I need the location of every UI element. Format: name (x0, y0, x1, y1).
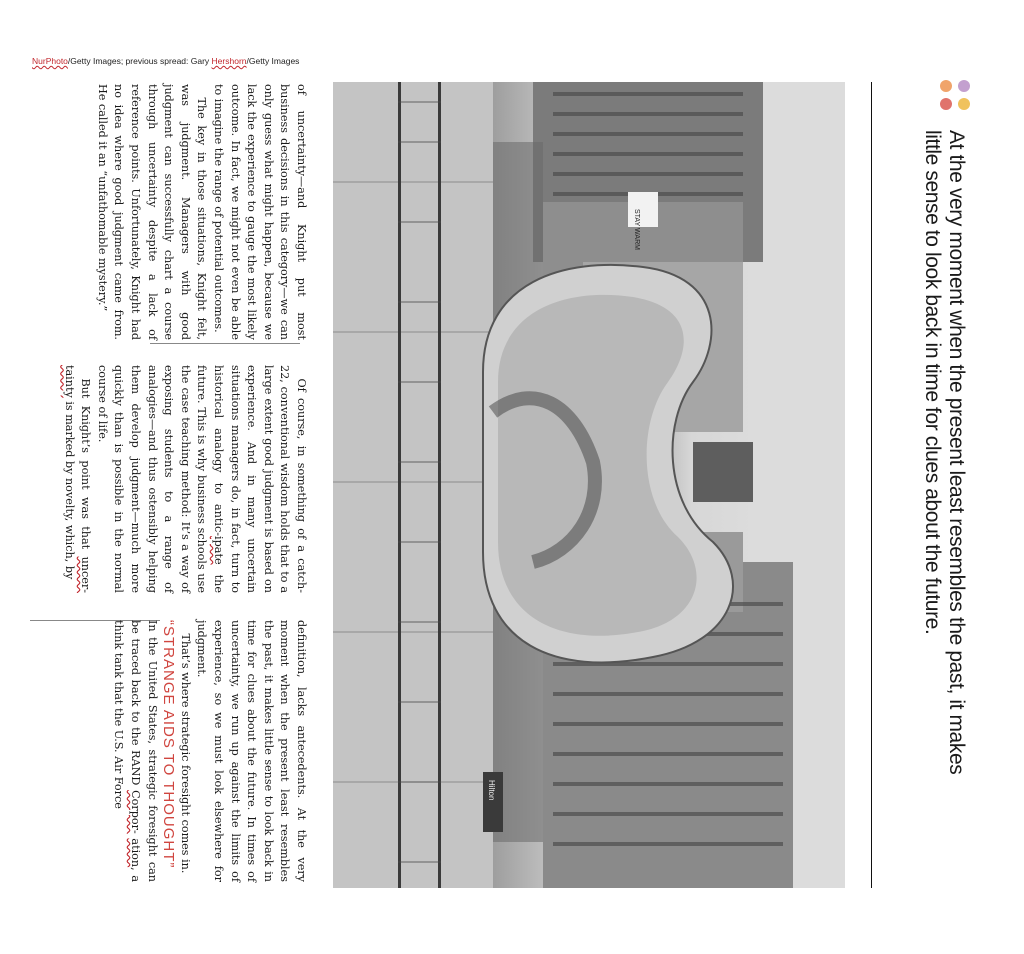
col3-p3-text-c: ation (129, 838, 143, 868)
dot-orange (940, 80, 952, 92)
col2-p1-text-c: the future. This is why business schools use the case teaching method: It’s a way of exposing students to a range of analogies—and thus ostensibly helping them develop judgment—much more quickly than is possible in the normal course of life. (95, 365, 226, 593)
col3-paragraph-1: definition, lacks antecedents. At the very moment when the present least resembles the past, it makes little sense to look back in time for clues about the future. In times of uncertainty, we run up against the limits of experience, so we must look elsewhere for judgment. (195, 620, 308, 882)
col2-p2-text-d: is marked by novelty, which, by (62, 397, 76, 580)
credit-text: /Getty Images; previous spread: Gary (67, 56, 212, 66)
dot-purple (958, 80, 970, 92)
credit-suffix: /Getty Images (246, 56, 300, 66)
column-divider-1 (150, 343, 300, 344)
col2-p2-text-c: tainty (62, 365, 76, 398)
vertical-rule (871, 82, 872, 888)
sign-hilton: Hilton (487, 780, 496, 801)
col1-paragraph-1: of uncertainty—and Knight put most business decisions in this category—we can only guess what might happen, because we lack the experience to gauge the most likely outcome. In fact, we might not even be able to imagine the range of potential outcomes. (212, 84, 308, 340)
photo-credit (32, 56, 299, 66)
section-heading: “STRANGE AIDS TO THOUGHT” (160, 620, 178, 869)
col2-p2-text-a: But Knight’s point was that (79, 378, 93, 557)
article-column-1 (93, 84, 309, 340)
cloud-gate-photo-icon (333, 82, 845, 888)
col3-p3-text-d: , a think tank that the U.S. Air Force (112, 620, 143, 882)
col3-p3-text-a: In the United States, strategic foresight can be traced back to the RAND (129, 620, 159, 882)
cloud-gate-photo (333, 82, 845, 888)
decorative-dots-icon (940, 80, 974, 114)
col2-paragraph-2 (60, 365, 93, 593)
dot-yellow (958, 98, 970, 110)
col3-p3-text-b: Corpor- (129, 790, 143, 834)
col2-p1-text-a: Of course, in something of a catch-22, conventional wisdom holds that to a large extent good judgment is based on experience. And in many uncertain situations managers do, in fact, turn to historical analogy to antic- (212, 365, 308, 593)
col3-paragraph-3 (110, 620, 160, 882)
dot-red (940, 98, 952, 110)
pull-quote: At the very moment when the present least resembles the past, it makes little sense to look back in time for clues about the future. (921, 130, 968, 775)
col3-paragraph-2: That’s where strategic foresight comes in. (178, 633, 192, 874)
col1-paragraph-2: The key in those situations, Knight felt, was judgment. Managers with good judgment can successfully chart a course through uncertainty despite a lack of reference points. Unfortunately, Knight had no idea where good judgment came from. He called it an “unfathomable mystery.” (95, 84, 209, 340)
credit-name: Hershorn (211, 56, 247, 66)
col2-p2-text-b: uncer- (79, 556, 93, 593)
article-column-2 (60, 365, 309, 593)
credit-prefix: NurPhoto (32, 56, 68, 66)
sign-stay-warm: STAY WARM (633, 209, 640, 250)
article-column-3 (110, 620, 309, 882)
col2-paragraph-1 (93, 365, 309, 593)
col2-p1-text-b: ipate (212, 536, 226, 565)
